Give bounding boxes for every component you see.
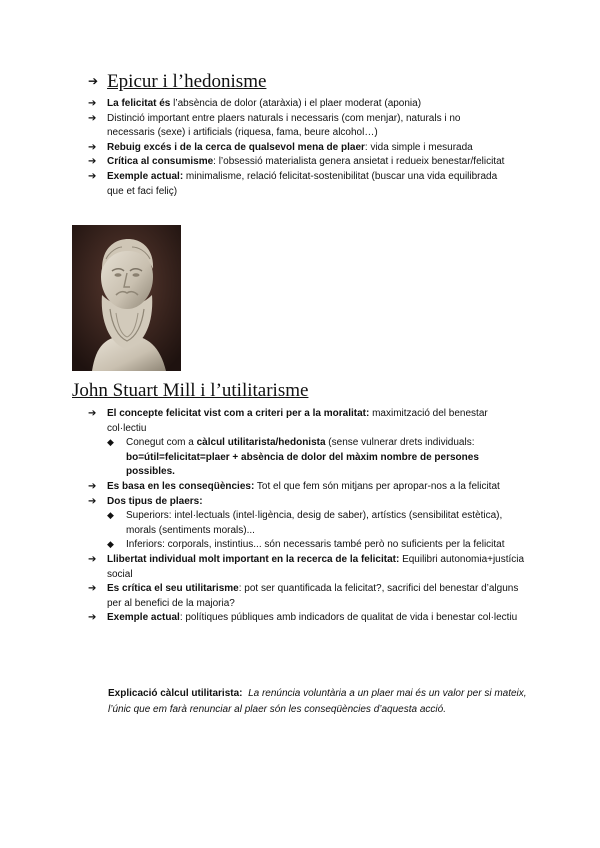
right-arrow-icon: ➔ [88,98,97,109]
list-item: ➔ La felicitat és l’absència de dolor (ataràxia) i el plaer moderat (aponia) [88,97,508,112]
bust-illustration [72,225,181,371]
list-item: ➔ Distinció important entre plaers naturals i necessaris (com menjar), naturals i no necessaris (sexe) i artificials (riquesa, fama, beure alcohol…) [88,112,461,139]
diamond-bullet-icon: ◆ [107,511,114,522]
diamond-bullet-icon: ◆ [107,540,114,551]
right-arrow-icon: ➔ [88,612,97,624]
right-arrow-icon: ➔ [88,583,97,595]
right-arrow-icon: ➔ [88,408,97,419]
diamond-bullet-icon: ◆ [107,438,114,449]
list-item: ➔ Rebuig excés i de la cerca de qualsevol mena de plaer: vida simple i mesurada [88,141,508,156]
right-arrow-icon: ➔ [88,156,97,168]
list-item: ➔ Dos tipus de plaers: [88,495,528,510]
section-heading-mill [72,380,308,402]
mill-list [88,407,528,626]
epicurus-bust-image [72,225,181,371]
section-title: Epicur i l’hedonisme [107,71,267,92]
sub-list-item: ◆ Conegut com a càlcul utilitarista/hedonista (sense vulnerar drets individuals: bo=útil=felicitat=plaer + absència de dolor del màxim nombre de persones possibles. [107,437,479,478]
sub-list-item: ◆ Superiors: intel·lectuals (intel·ligència, desig de saber), artístics (sensibilitat estètica), morals (sentiments morals)... [107,510,503,536]
list-item: ➔ Es crítica el seu utilitarisme: pot ser quantificada la felicitat?, sacrifici del benestar d’alguns per al benefici de la majoria? [88,583,519,609]
right-arrow-icon: ➔ [88,74,99,88]
right-arrow-icon: ➔ [88,112,97,124]
right-arrow-icon: ➔ [88,170,97,182]
note-text: La renúncia voluntària a un plaer mai és un valor per si mateix, l’únic que em farà renunciar al plaer són les conseqüències d’aquesta acció. [108,688,527,715]
list-item: ➔ Es basa en les conseqüències: Tot el que fem són mitjans per apropar-nos a la felicitat [88,480,528,495]
list-item: ➔ Exemple actual: polítiques públiques amb indicadors de qualitat de vida i benestar col·lectiu [88,611,528,626]
list-item: ➔ El concepte felicitat vist com a criteri per a la moralitat: maximització del benestar col·lectiu [88,408,488,434]
utilitarian-note [108,686,528,717]
section-heading-epicur [88,71,266,93]
right-arrow-icon: ➔ [88,553,97,565]
list-item: ➔ Llibertat individual molt important en la recerca de la felicitat: Equilibri autonomia+justícia social [88,553,525,580]
list-item: ➔ Exemple actual: minimalisme, relació felicitat-sostenibilitat (buscar una vida equilibrada que et faci feliç) [88,170,498,197]
list-item: ➔ Crítica al consumisme: l’obsessió materialista genera ansietat i redueix benestar/felicitat [88,155,508,170]
section-title: John Stuart Mill i l’utilitarisme [72,380,309,401]
note-label: Explicació càlcul utilitarista: [108,688,243,699]
sub-list-item: ◆ Inferiors: corporals, instintius... són necessaris també però no suficients per la felicitat [107,538,528,553]
right-arrow-icon: ➔ [88,480,97,492]
right-arrow-icon: ➔ [88,495,97,507]
right-arrow-icon: ➔ [88,141,97,153]
epicur-list [88,97,508,199]
